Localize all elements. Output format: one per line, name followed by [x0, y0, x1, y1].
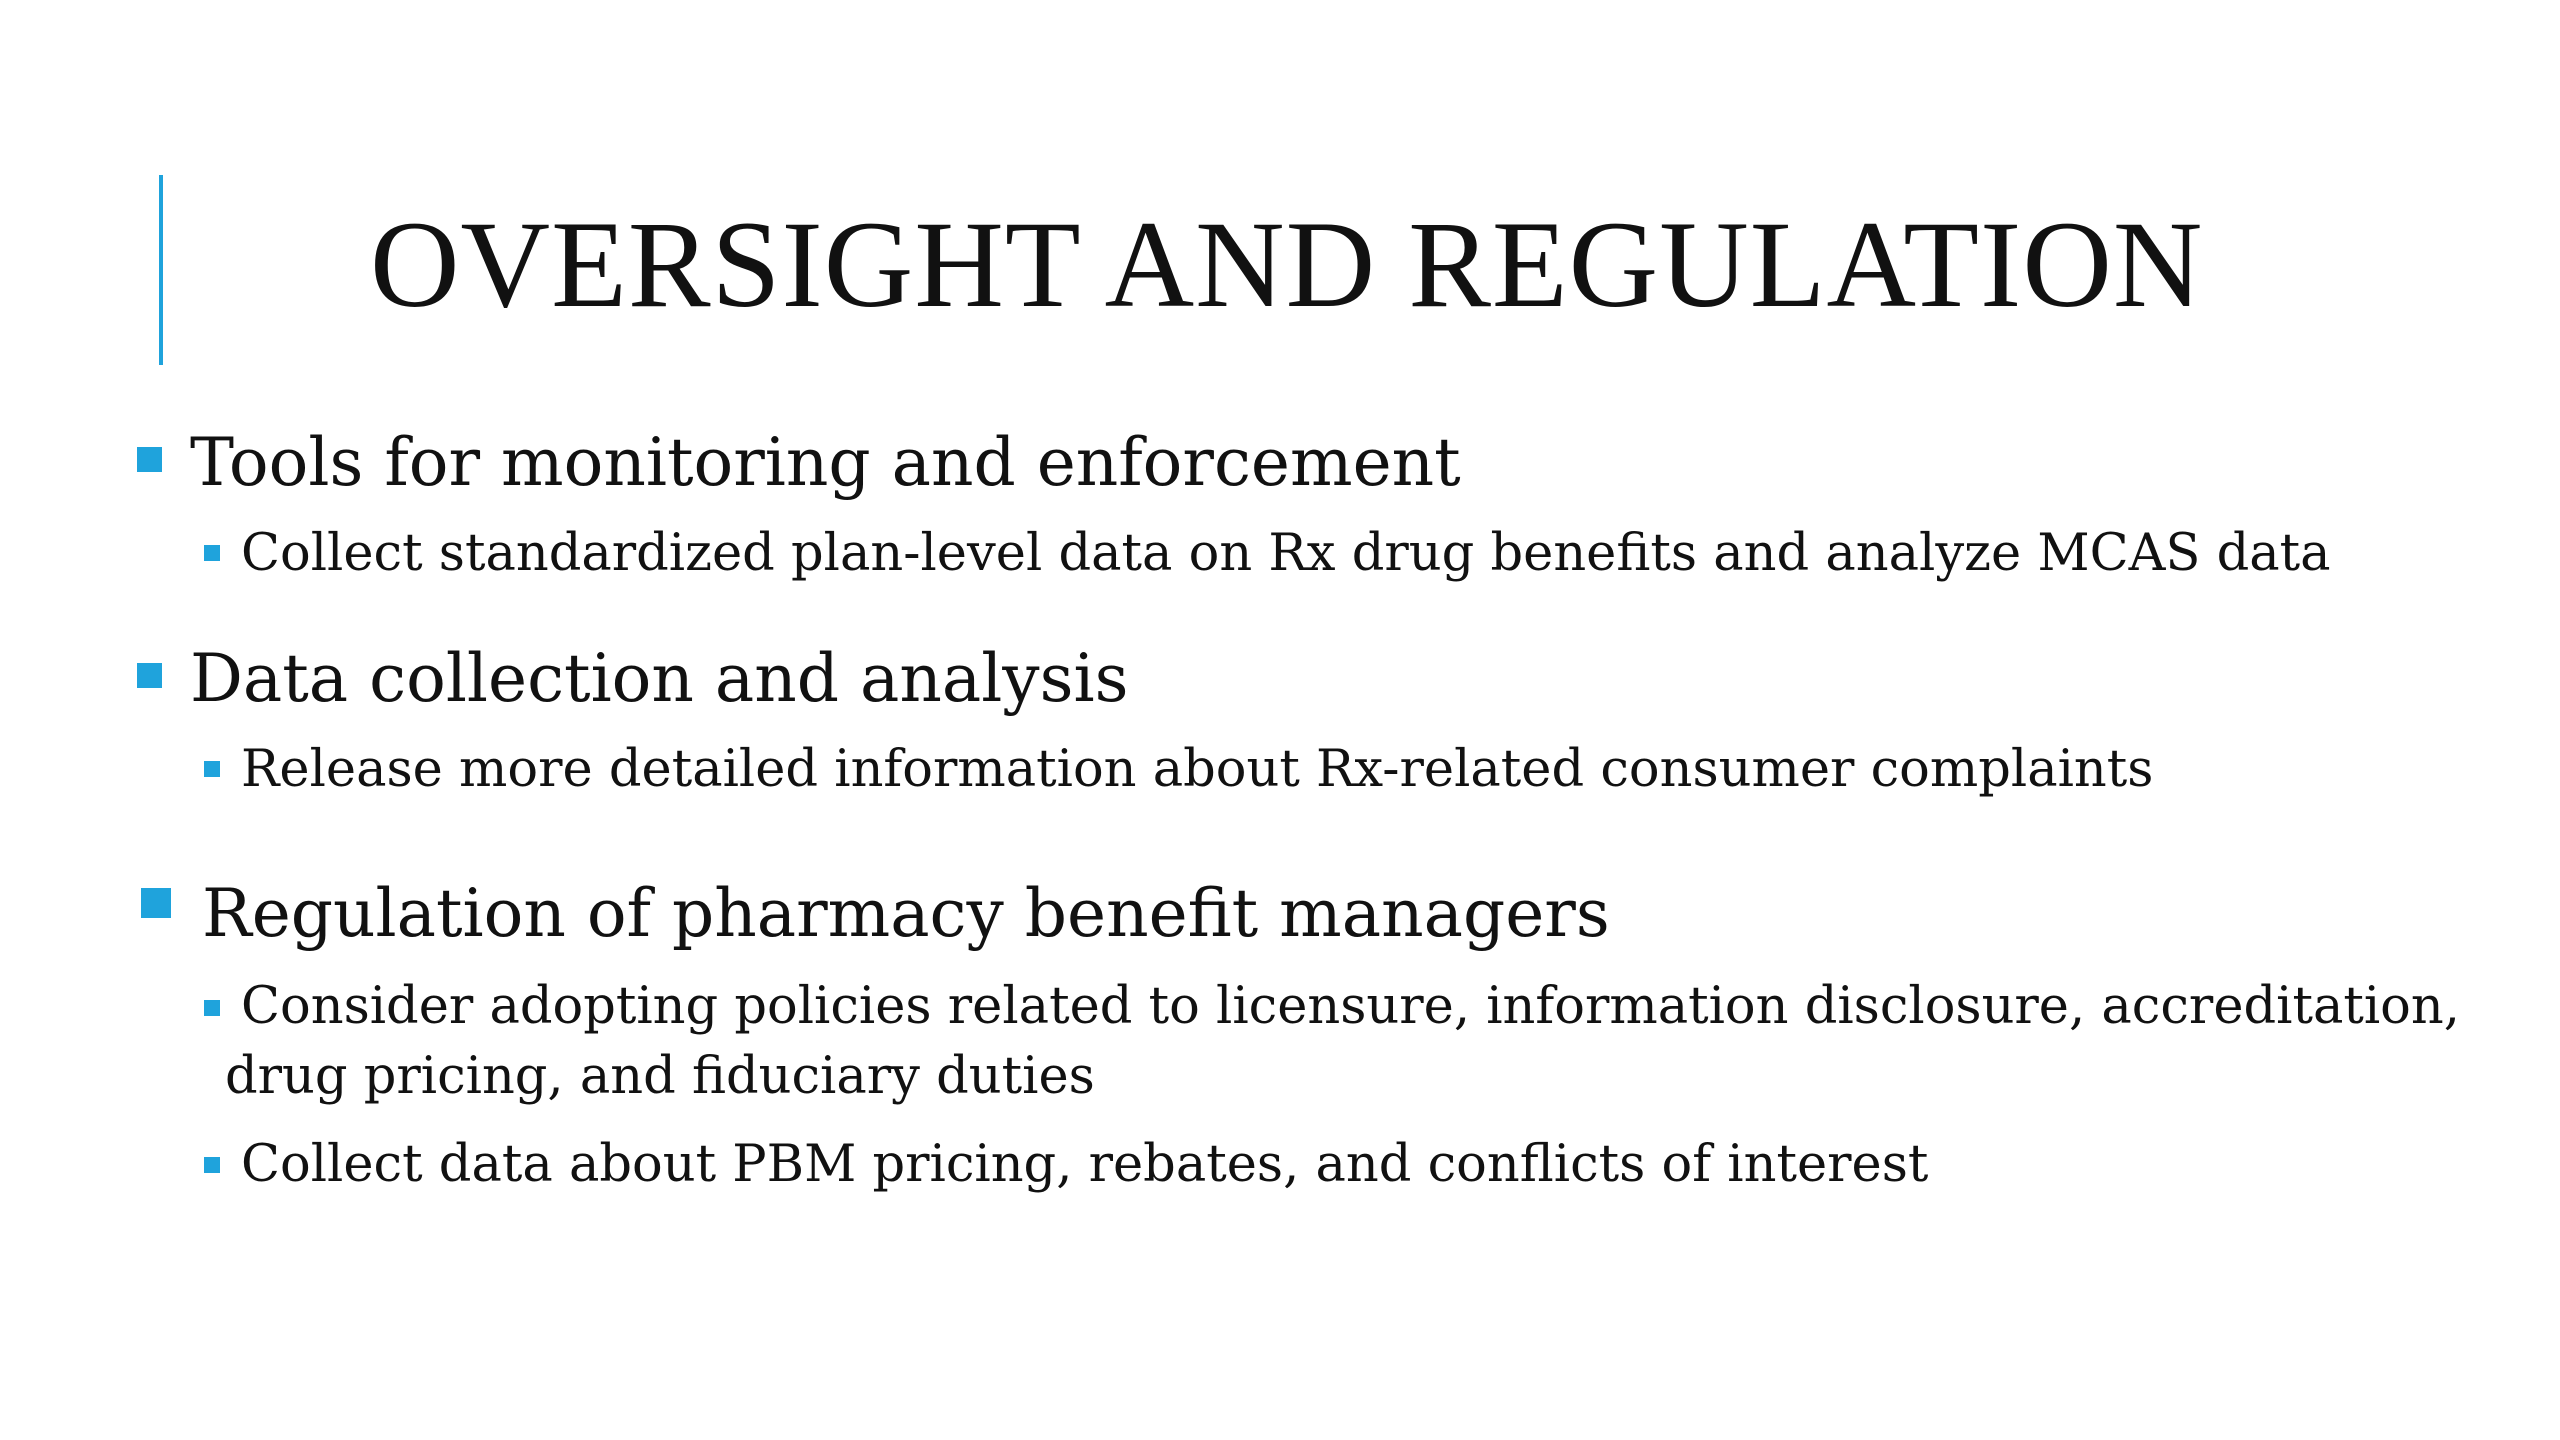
slide-title: OVERSIGHT AND REGULATION — [370, 196, 2204, 333]
sub-bullet-square-icon — [204, 1157, 220, 1173]
sub-bullet-square-icon — [204, 545, 220, 561]
bullet-square-icon — [141, 888, 171, 918]
section-heading-monitoring: Tools for monitoring and enforcement — [190, 424, 1461, 501]
bullet-square-icon — [137, 447, 162, 472]
sub-bullet-square-icon — [204, 761, 220, 777]
bullet-square-icon — [137, 663, 162, 688]
section-item-policies: Consider adopting policies related to licensure, information disclosure, accreditation, drug pricing, and fiduciary duties — [225, 977, 2460, 1106]
section-item-plan-data: Collect standardized plan-level data on Rx drug benefits and analyze MCAS data — [241, 524, 2331, 583]
section-heading-pbm-regulation: Regulation of pharmacy benefit managers — [202, 875, 1610, 952]
section-heading-data-collection: Data collection and analysis — [190, 640, 1129, 717]
sub-bullet-square-icon — [204, 1000, 220, 1016]
title-accent-bar — [159, 175, 163, 365]
section-item-pbm-data: Collect data about PBM pricing, rebates, and conflicts of interest — [241, 1135, 1929, 1194]
section-item-complaints: Release more detailed information about Rx-related consumer complaints — [241, 740, 2154, 799]
